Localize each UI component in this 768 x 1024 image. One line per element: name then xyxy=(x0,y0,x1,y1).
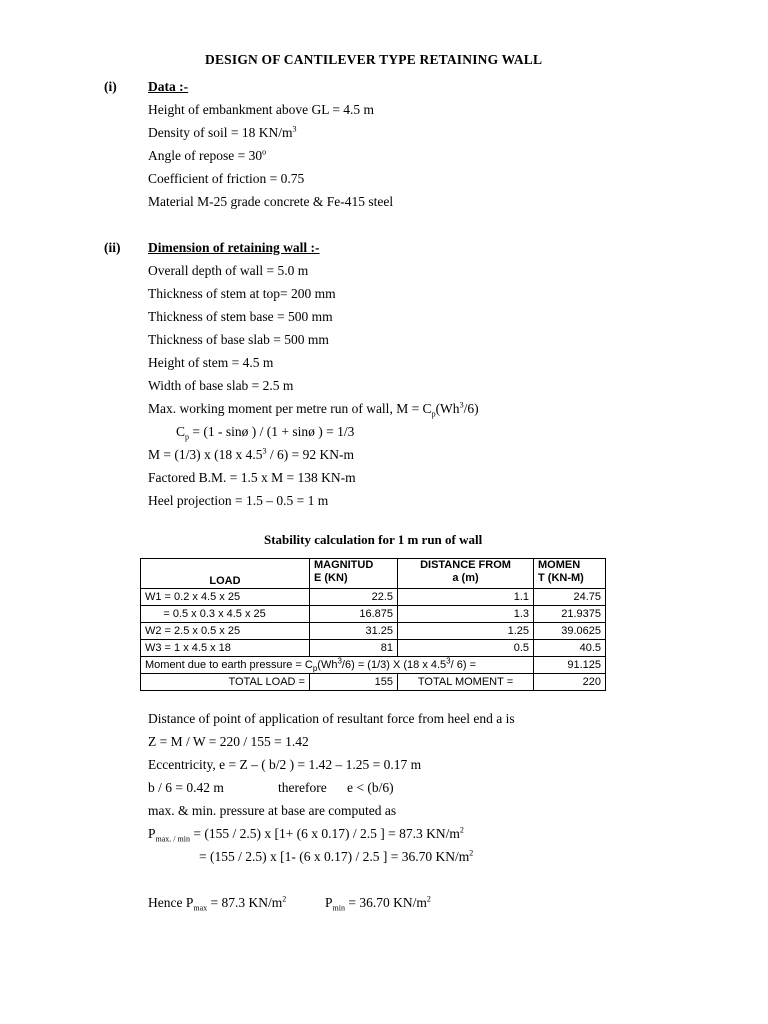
table-row: W3 = 1 x 4.5 x 18 81 0.5 40.5 xyxy=(141,640,606,657)
dim-line-3: Thickness of stem base = 500 mm xyxy=(148,309,333,324)
calc-line-5: max. & min. pressure at base are computed as xyxy=(148,803,397,818)
dim-line-10: Factored B.M. = 1.5 x M = 138 KN-m xyxy=(148,470,356,485)
calc-line-4b: therefore xyxy=(278,780,327,795)
data-line-material: Material M-25 grade concrete & Fe-415 steel xyxy=(148,194,394,209)
total-load-label: TOTAL LOAD = xyxy=(141,674,310,691)
section-1-number: (i) xyxy=(104,79,117,94)
header-magnitude: MAGNITUD E (KN) xyxy=(310,559,398,589)
dim-line-5: Height of stem = 4.5 m xyxy=(148,355,274,370)
data-line-friction: Coefficient of friction = 0.75 xyxy=(148,171,305,186)
calc-line-2: Z = M / W = 220 / 155 = 1.42 xyxy=(148,734,309,749)
result-pmin: $P_{min} = 36.70$ $KN/m^2$ xyxy=(325,894,431,913)
data-line-angle: Angle of repose = $30^o$ xyxy=(148,147,267,163)
calc-line-4a: b / 6 = 0.42 m xyxy=(148,780,224,795)
calc-line-6: $P_{max. / min} = (155 / 2.5)$ x [1+ (6 x 0.17) / 2.5 ] = 87.3 $KN/m^2$ xyxy=(148,825,464,844)
calc-line-4c: e < (b/6) xyxy=(347,780,394,795)
table-row: = 0.5 x 0.3 x 4.5 x 25 16.875 1.3 21.9375 xyxy=(141,606,606,623)
dim-line-6: Width of base slab = 2.5 m xyxy=(148,378,294,393)
stability-caption: Stability calculation for 1 m run of wall xyxy=(264,532,483,547)
result-pmax: Hence $P_{max} = 87.3$ $KN/m^2$ xyxy=(148,894,287,913)
dim-line-4: Thickness of base slab = 500 mm xyxy=(148,332,329,347)
dim-line-2: Thickness of stem at top= 200 mm xyxy=(148,286,336,301)
dim-line-7: Max. working moment per metre run of wall, $M = C_p(Wh^3/6)$ xyxy=(148,400,479,419)
section-2-number: (ii) xyxy=(104,240,121,255)
dim-line-9: M = (1/3) x (18 x $4.5^3 / 6) = 92$ KN-m xyxy=(148,446,354,462)
totals-row xyxy=(141,674,606,691)
page-title: DESIGN OF CANTILEVER TYPE RETAINING WALL xyxy=(205,52,543,67)
header-distance: DISTANCE FROM a (m) xyxy=(398,559,534,589)
data-line-height: Height of embankment above GL = 4.5 m xyxy=(148,102,375,117)
dim-line-1: Overall depth of wall = 5.0 m xyxy=(148,263,309,278)
calc-line-3: Eccentricity, e = Z – ( b/2 ) = 1.42 – 1.25 = 0.17 m xyxy=(148,757,422,772)
table-row: W2 = 2.5 x 0.5 x 25 31.25 1.25 39.0625 xyxy=(141,623,606,640)
dim-line-11: Heel projection = 1.5 – 0.5 = 1 m xyxy=(148,493,329,508)
section-1-heading: Data :- xyxy=(148,79,189,94)
stability-table xyxy=(140,558,606,691)
section-2-heading: Dimension of retaining wall :- xyxy=(148,240,320,255)
calc-line-7: = (155 / 2.5) x [1- (6 x 0.17) / 2.5 ] = 36.70 $KN/m^2$ xyxy=(199,848,474,864)
total-moment-value: 220 xyxy=(534,674,606,691)
earth-pressure-row: Moment due to earth pressure = $C_p(Wh^3/6) = (1/3)$ X (18 x $4.5^3/$ 6) = 91.125 xyxy=(141,657,606,674)
total-moment-label: TOTAL MOMENT = xyxy=(398,674,534,691)
table-row: W1 = 0.2 x 4.5 x 25 22.5 1.1 24.75 xyxy=(141,589,606,606)
data-line-density: Density of soil = 18 $KN/m^3$ xyxy=(148,124,297,140)
calc-line-1: Distance of point of application of resultant force from heel end a is xyxy=(148,711,515,726)
header-load: LOAD xyxy=(141,559,310,589)
header-moment: MOMEN T (KN-M) xyxy=(534,559,606,589)
total-load-value: 155 xyxy=(310,674,398,691)
dim-line-8: $C_p = (1$ - sinø ) / (1 + sinø ) = 1/3 xyxy=(176,424,355,442)
